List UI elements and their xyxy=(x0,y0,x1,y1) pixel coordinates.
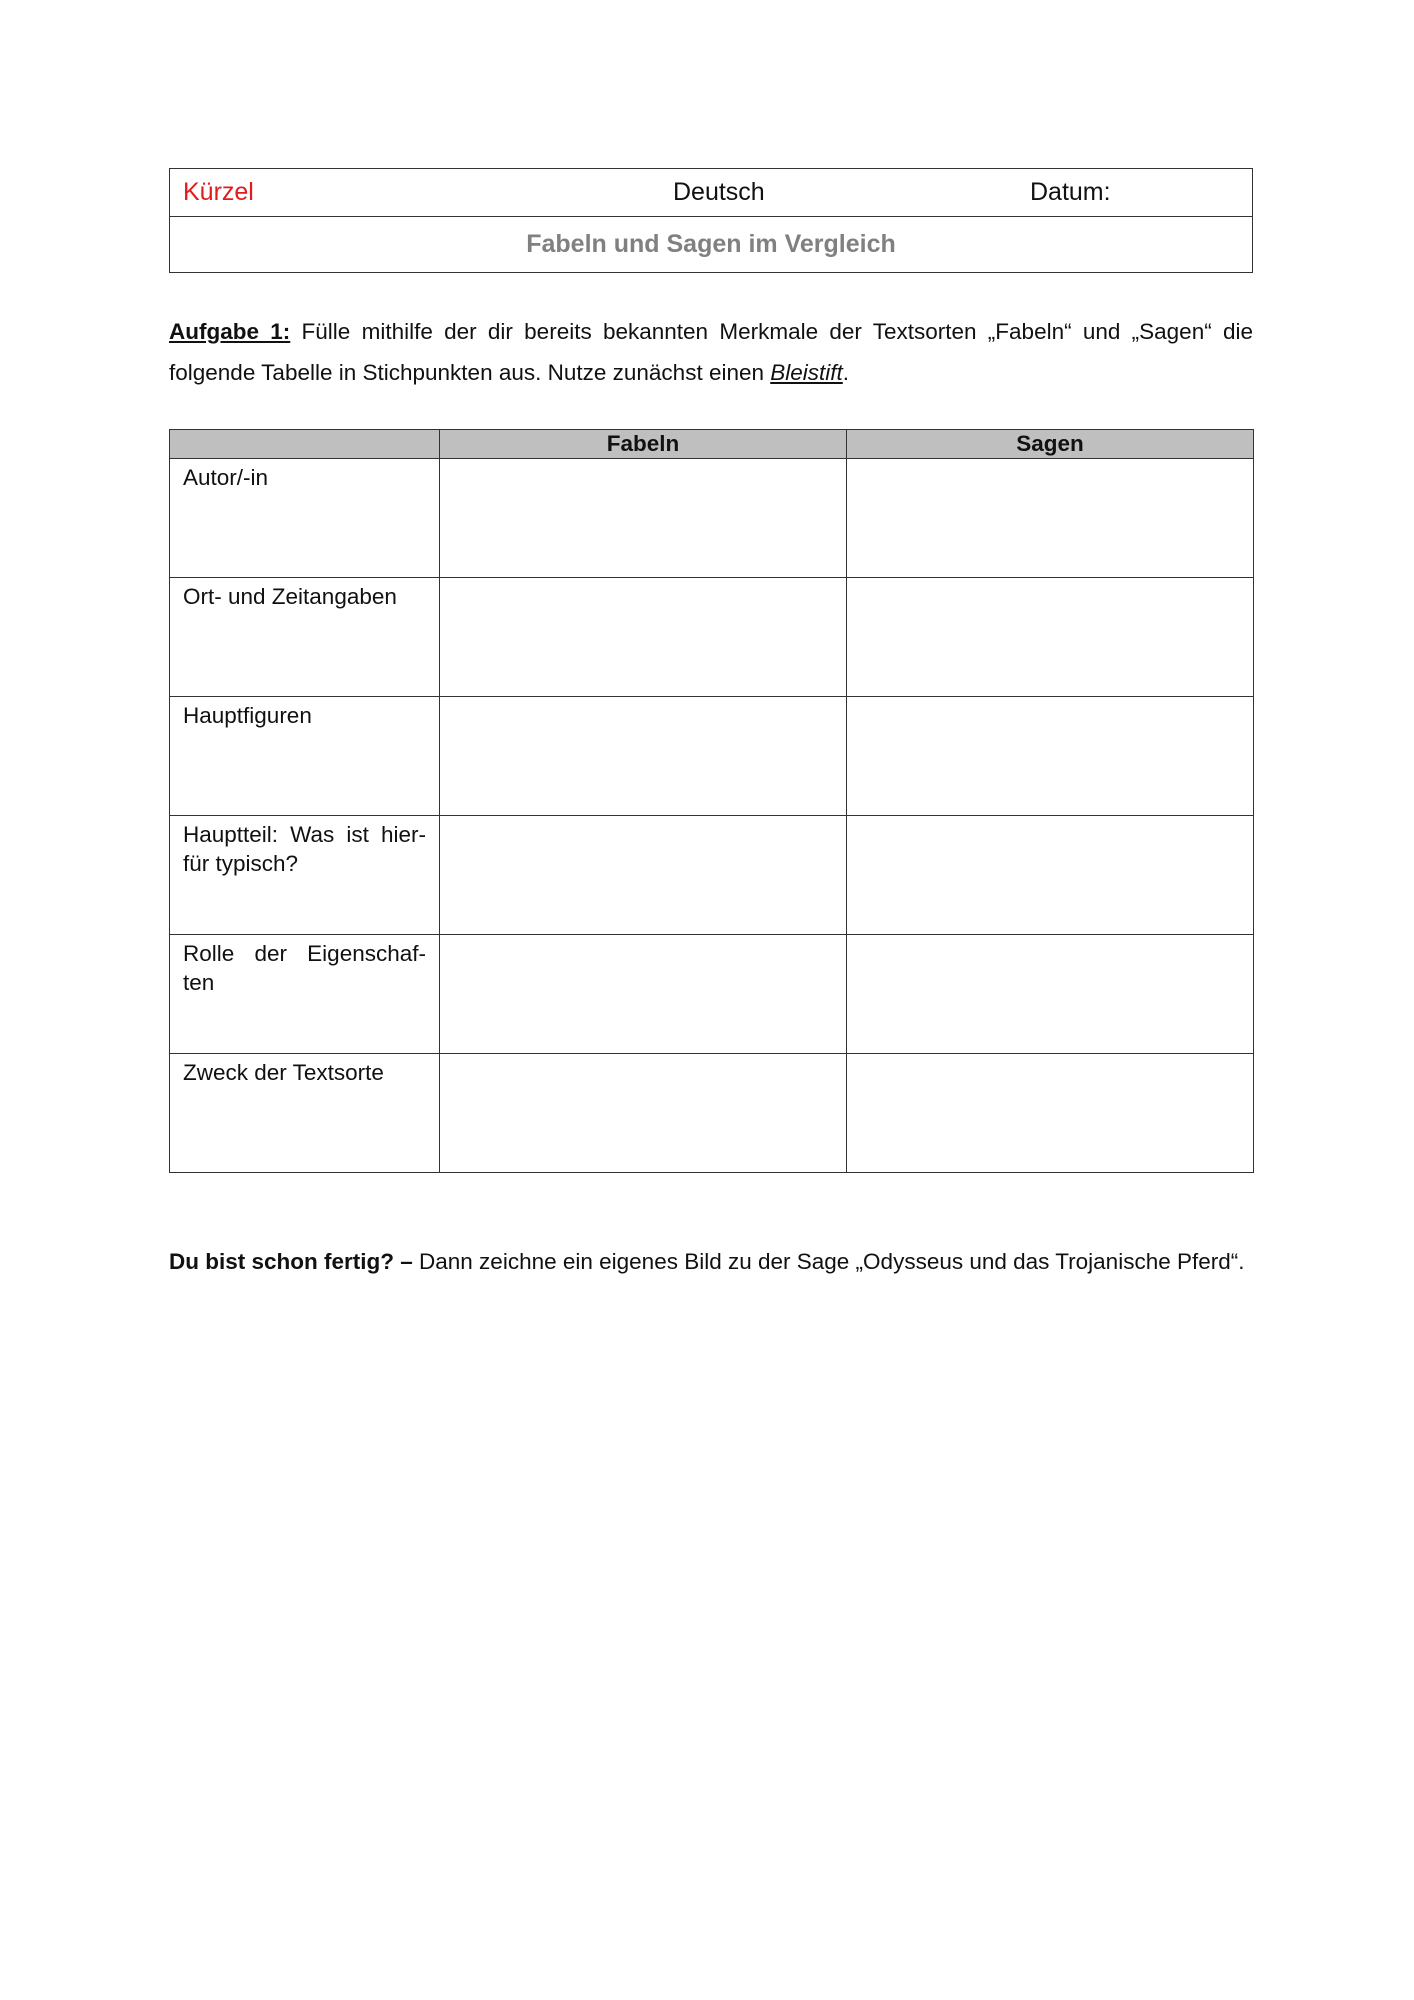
cell-fabeln-ort-zeit[interactable] xyxy=(440,578,847,697)
date-field: Datum: xyxy=(1030,178,1111,206)
worksheet xyxy=(169,168,1253,1305)
cell-sagen-zweck[interactable] xyxy=(847,1054,1254,1173)
extra-task-label: Du bist schon fertig? – xyxy=(169,1249,413,1274)
cell-sagen-hauptteil[interactable] xyxy=(847,816,1254,935)
cell-fabeln-hauptfiguren[interactable] xyxy=(440,697,847,816)
header-meta-row xyxy=(170,169,1252,217)
row-label-zweck: Zweck der Textsorte xyxy=(170,1054,440,1173)
extra-task xyxy=(169,1241,1253,1282)
task-1-instructions xyxy=(169,311,1253,393)
cell-fabeln-hauptteil[interactable] xyxy=(440,816,847,935)
worksheet-title: Fabeln und Sagen im Vergleich xyxy=(526,230,896,258)
cell-sagen-hauptfiguren[interactable] xyxy=(847,697,1254,816)
cell-sagen-autor[interactable] xyxy=(847,459,1254,578)
table-row xyxy=(170,459,1254,578)
cell-sagen-eigenschaften[interactable] xyxy=(847,935,1254,1054)
column-header-sagen: Sagen xyxy=(847,430,1254,459)
table-row xyxy=(170,816,1254,935)
cell-fabeln-eigenschaften[interactable] xyxy=(440,935,847,1054)
row-label-hauptfiguren: Hauptfiguren xyxy=(170,697,440,816)
table-row xyxy=(170,1054,1254,1173)
table-header-row xyxy=(170,430,1254,459)
task-1-text: Fülle mithilfe der dir bereits bekannten Merkmale der Textsorten „Fabeln“ und „Sagen“ die folgende Tabelle in Stichpunkten aus. Nutze zunächst einen xyxy=(169,319,1253,385)
row-label-ort-zeit: Ort- und Zeitangaben xyxy=(170,578,440,697)
subject-label: Deutsch xyxy=(673,178,765,206)
column-header-empty xyxy=(170,430,440,459)
row-label-hauptteil: Hauptteil: Was ist hier-für typisch? xyxy=(170,816,440,935)
row-label-eigenschaften: Rolle der Eigenschaf-ten xyxy=(170,935,440,1054)
task-1-label: Aufgabe 1: xyxy=(169,319,291,344)
table-row xyxy=(170,697,1254,816)
row-label-autor: Autor/-in xyxy=(170,459,440,578)
cell-fabeln-zweck[interactable] xyxy=(440,1054,847,1173)
column-header-fabeln: Fabeln xyxy=(440,430,847,459)
table-row xyxy=(170,935,1254,1054)
comparison-table xyxy=(169,429,1254,1173)
header-box xyxy=(169,168,1253,273)
task-1-text-end: . xyxy=(842,360,850,385)
table-row xyxy=(170,578,1254,697)
cell-sagen-ort-zeit[interactable] xyxy=(847,578,1254,697)
kuerzel-field: Kürzel xyxy=(183,178,254,206)
cell-fabeln-autor[interactable] xyxy=(440,459,847,578)
extra-task-text: Dann zeichne ein eigenes Bild zu der Sage „Odysseus und das Trojanische Pferd“. xyxy=(412,1249,1245,1274)
task-1-pencil-word: Bleistift xyxy=(770,360,843,385)
